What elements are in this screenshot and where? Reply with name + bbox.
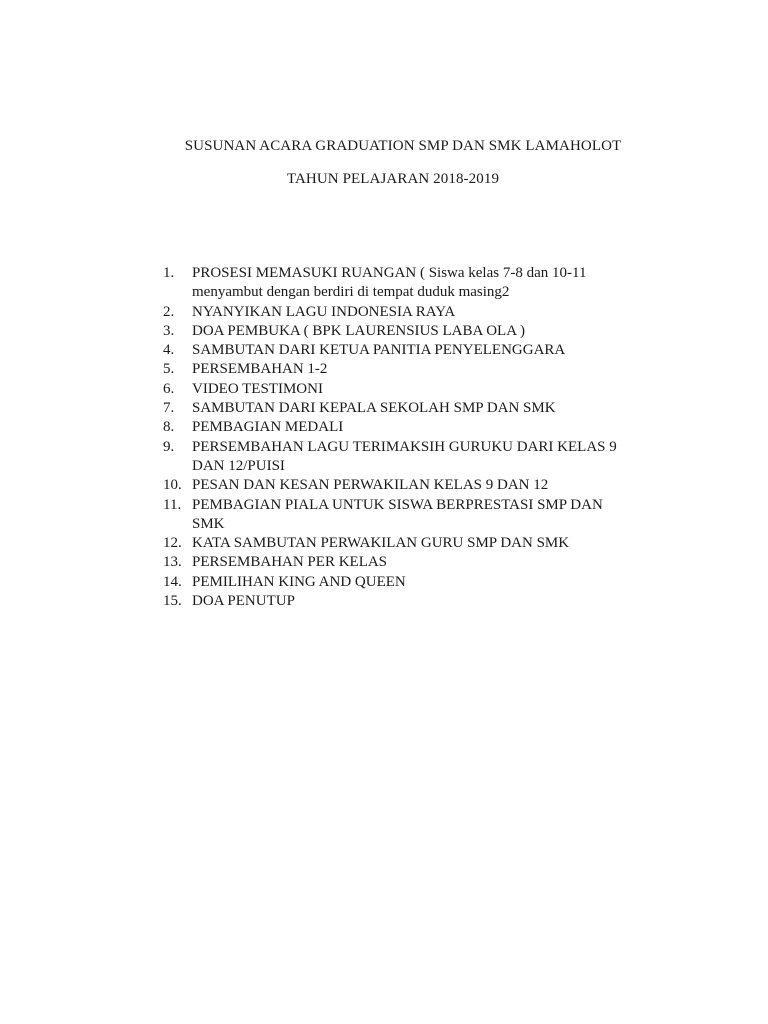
document-title: SUSUNAN ACARA GRADUATION SMP DAN SMK LAMAHOLOT	[184, 138, 622, 154]
item-number: 15.	[163, 593, 182, 610]
item-text: PERSEMBAHAN PER KELAS	[192, 554, 388, 571]
item-text: KATA SAMBUTAN PERWAKILAN GURU SMP DAN SMK	[192, 535, 570, 552]
agenda-list	[163, 264, 643, 611]
item-text: PESAN DAN KESAN PERWAKILAN KELAS 9 DAN 12	[192, 477, 549, 494]
item-text: PEMBAGIAN PIALA UNTUK SISWA BERPRESTASI SMP DAN SMK	[192, 496, 603, 532]
item-text: PERSEMBAHAN LAGU TERIMAKSIH GURUKU DARI KELAS 9 DAN 12/PUISI	[192, 438, 617, 474]
list-item	[163, 380, 643, 399]
item-number: 4.	[163, 342, 175, 359]
item-number: 8.	[163, 419, 175, 436]
list-item	[163, 496, 643, 535]
list-item	[163, 264, 643, 303]
document-subtitle: TAHUN PELAJARAN 2018-2019	[286, 171, 500, 187]
list-item	[163, 360, 643, 379]
list-item	[163, 534, 643, 553]
list-item	[163, 322, 643, 341]
list-item	[163, 303, 643, 322]
item-text: DOA PENUTUP	[192, 593, 295, 610]
list-item	[163, 553, 643, 572]
item-number: 1.	[163, 265, 175, 281]
item-number: 7.	[163, 400, 175, 417]
list-item	[163, 592, 643, 611]
item-number: 3.	[163, 322, 175, 339]
item-text: NYANYIKAN LAGU INDONESIA RAYA	[192, 303, 456, 320]
item-number: 14.	[163, 573, 182, 590]
item-text: PERSEMBAHAN 1-2	[192, 361, 328, 378]
list-item	[163, 418, 643, 437]
item-number: 9.	[163, 438, 175, 455]
item-text: SAMBUTAN DARI KEPALA SEKOLAH SMP DAN SMK	[192, 400, 556, 417]
item-text: PEMBAGIAN MEDALI	[192, 419, 344, 436]
item-number: 13.	[163, 554, 182, 571]
item-number: 6.	[163, 380, 175, 397]
item-text: SAMBUTAN DARI KETUA PANITIA PENYELENGGARA	[192, 342, 566, 359]
item-text: VIDEO TESTIMONI	[192, 380, 323, 397]
item-text: PEMILIHAN KING AND QUEEN	[192, 573, 406, 590]
list-item	[163, 438, 643, 477]
item-number: 11.	[163, 496, 182, 513]
item-number: 12.	[163, 535, 182, 552]
item-text: PROSESI MEMASUKI RUANGAN ( Siswa kelas 7-8 dan 10-11 menyambut dengan berdiri di tempat duduk masing2	[192, 265, 587, 301]
list-item	[163, 573, 643, 592]
list-item	[163, 476, 643, 495]
list-item	[163, 399, 643, 418]
item-number: 5.	[163, 361, 175, 378]
item-text: DOA PEMBUKA ( BPK LAURENSIUS LABA OLA )	[192, 322, 525, 339]
item-number: 10.	[163, 477, 182, 494]
item-number: 2.	[163, 303, 175, 320]
list-item	[163, 341, 643, 360]
